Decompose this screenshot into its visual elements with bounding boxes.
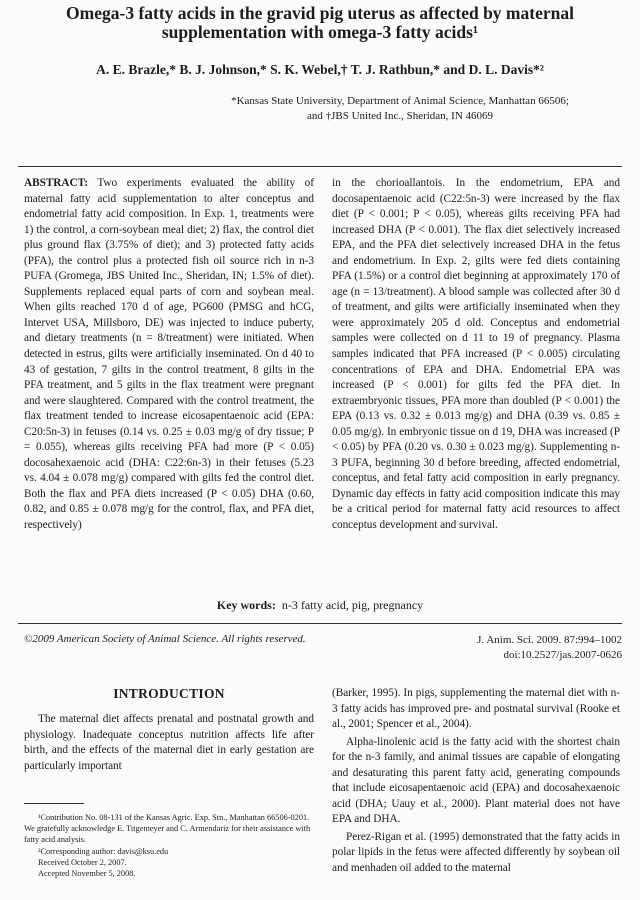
intro-left-column — [24, 712, 314, 774]
footnote-rule — [24, 803, 84, 804]
copyright-notice: ©2009 American Society of Animal Science. All rights reserved. — [24, 633, 306, 645]
abstract-label: ABSTRACT: — [24, 177, 88, 189]
footnote-1: ¹Contribution No. 08-131 of the Kansas Agric. Exp. Stn., Manhattan 66506-0201. We gratefully acknowledge E. Titgemeyer and C. Armendariz for their assistance with fatty acid analysis. — [24, 813, 311, 845]
affiliation-line-1: *Kansas State University, Department of Animal Science, Manhattan 66506; — [231, 95, 569, 107]
abstract-text-left: Two experiments evaluated the ability of maternal fatty acid supplementation to alter conceptus and endometrial fatty acid composition. In Exp. 1, treatments were 1) the control, a corn-soybean meal diet; 2) flax, the control diet plus ground flax (3.75% of diet); and 3) protected fatty acids (PFA), the control plus a protected fish oil source rich in n-3 PUFA (Gromega, JBS United Inc., Sheridan, IN; 1.5% of diet). Supplements replaced equal parts of corn and soybean meal. When gilts reached 170 d of age, PG600 (PMSG and hCG, Intervet USA, Millsboro, DE) was injected to induce puberty, and dietary treatments (n = 8/treatment) were initiated. When detected in estrus, gilts were artificially inseminated. On d 40 to 43 of gestation, 7 gilts in the control treatment, 8 gilts in the PFA treatment, and 5 gilts in the flax treatment were pregnant and were slaughtered. Compared with the control treatment, the flax treatment tended to increase eicosapentaenoic acid (EPA: C20:5n-3) in fetuses (0.14 vs. 0.25 ± 0.03 mg/g of dry tissue; P = 0.055), whereas gilts receiving PFA had more (P < 0.05) docosahexaenoic acid (DHA: C22:6n-3) in their fetuses (5.23 vs. 4.04 ± 0.078 mg/g) compared with gilts fed the control diet. Both the flax and PFA diets increased (P < 0.05) DHA (0.60, 0.82, and 0.85 ± 0.078 mg/g for the control, flax, and PFA diet, respectively) — [24, 177, 314, 532]
title-line-1: Omega-3 fatty acids in the gravid pig uterus as affected by maternal — [66, 3, 574, 23]
accepted-date: Accepted November 5, 2008. — [38, 869, 136, 879]
keywords-text: n-3 fatty acid, pig, pregnancy — [281, 598, 424, 612]
journal-citation — [477, 633, 622, 663]
intro-paragraph-1: The maternal diet affects prenatal and postnatal growth and physiology. Inadequate conceptus nutrition affects life after birth, and the effects of the maternal diet in early gestation are particularly important — [24, 713, 314, 772]
paper-title — [10, 4, 630, 42]
citation-line: J. Anim. Sci. 2009. 87:994–1002 — [477, 634, 622, 646]
title-line-2: supplementation with omega-3 fatty acids¹ — [161, 22, 479, 42]
affiliation-line-2: and †JBS United Inc., Sheridan, IN 46069 — [306, 110, 494, 122]
footnotes — [24, 812, 314, 879]
intro-paragraph-4: Perez-Rigan et al. (1995) demonstrated that the fatty acids in polar lipids in the fetus were affected differently by soybean oil and menhaden oil added to the maternal — [332, 830, 620, 875]
abstract-left-column — [24, 176, 314, 534]
author-list: A. E. Brazle,* B. J. Johnson,* S. K. Webel,† T. J. Rathbun,* and D. L. Davis*² — [96, 62, 544, 77]
abstract-text-right: in the chorioallantois. In the endometrium, EPA and docosapentaenoic acid (C22:5n-3) were increased by the flax diet (P < 0.001; P < 0.05), whereas gilts receiving PFA had increased DHA (P < 0.001). The flax diet selectively increased EPA, and the PFA diet selectively increased DHA in the fetus and endometrium. In Exp. 2, gilts were fed diets containing PFA (1.5%) or a control diet beginning at approximately 170 of age (n = 13/treatment). A blood sample was collected after 30 d of treatment, and gilts were artificially inseminated when they were approximately 205 d old. Conceptus and endometrial samples were collected on d 11 to 19 of pregnancy. Plasma samples indicated that PFA increased (P < 0.005) circulating concentrations of EPA and DHA. Endometrial EPA was increased (P < 0.001) for gilts fed the PFA diet. In extraembryonic tissues, PFA more than doubled (P < 0.001) the EPA (0.13 vs. 0.32 ± 0.013 mg/g) and DHA (0.39 vs. 0.85 ± 0.05 mg/g). In embryonic tissue on d 19, DHA was increased (P < 0.05) by PFA (0.20 vs. 0.30 ± 0.023 mg/g). Supplementing n-3 PUFA, beginning 30 d before breeding, affected endometrial, conceptus, and fetal fatty acid composition in early pregnancy. Dynamic day effects in fatty acid composition indicate this may be a critical period for maternal fatty acid resources to affect conceptus development and survival. — [332, 177, 620, 532]
footnote-2: ²Corresponding author: davis@ksu.edu — [38, 846, 169, 856]
introduction-heading: INTRODUCTION — [113, 686, 225, 701]
abstract-bottom-rule — [18, 623, 622, 624]
intro-right-column — [332, 686, 620, 877]
intro-paragraph-3: Alpha-linolenic acid is the fatty acid with the shortest chain for the n-3 family, and animal tissues are capable of elongating and desaturating this parent fatty acid, generating compounds that include eicosapentaenoic acid (EPA) and docosahexaenoic acid (DHA; Uauy et al., 2000). Plant material does not have EPA and DHA. — [332, 735, 620, 826]
received-date: Received October 2, 2007. — [38, 857, 127, 867]
abstract-top-rule — [18, 166, 622, 167]
keywords-label: Key words: — [216, 598, 276, 612]
intro-paragraph-2: (Barker, 1995). In pigs, supplementing the maternal diet with n-3 fatty acids has improved pre- and postnatal survival (Rooke et al., 2001; Spencer et al., 2004). — [332, 687, 620, 731]
affiliations — [190, 94, 610, 124]
doi-line: doi:10.2527/jas.2007-0626 — [503, 649, 622, 661]
keywords-line — [0, 598, 640, 613]
abstract-right-column — [332, 176, 620, 534]
